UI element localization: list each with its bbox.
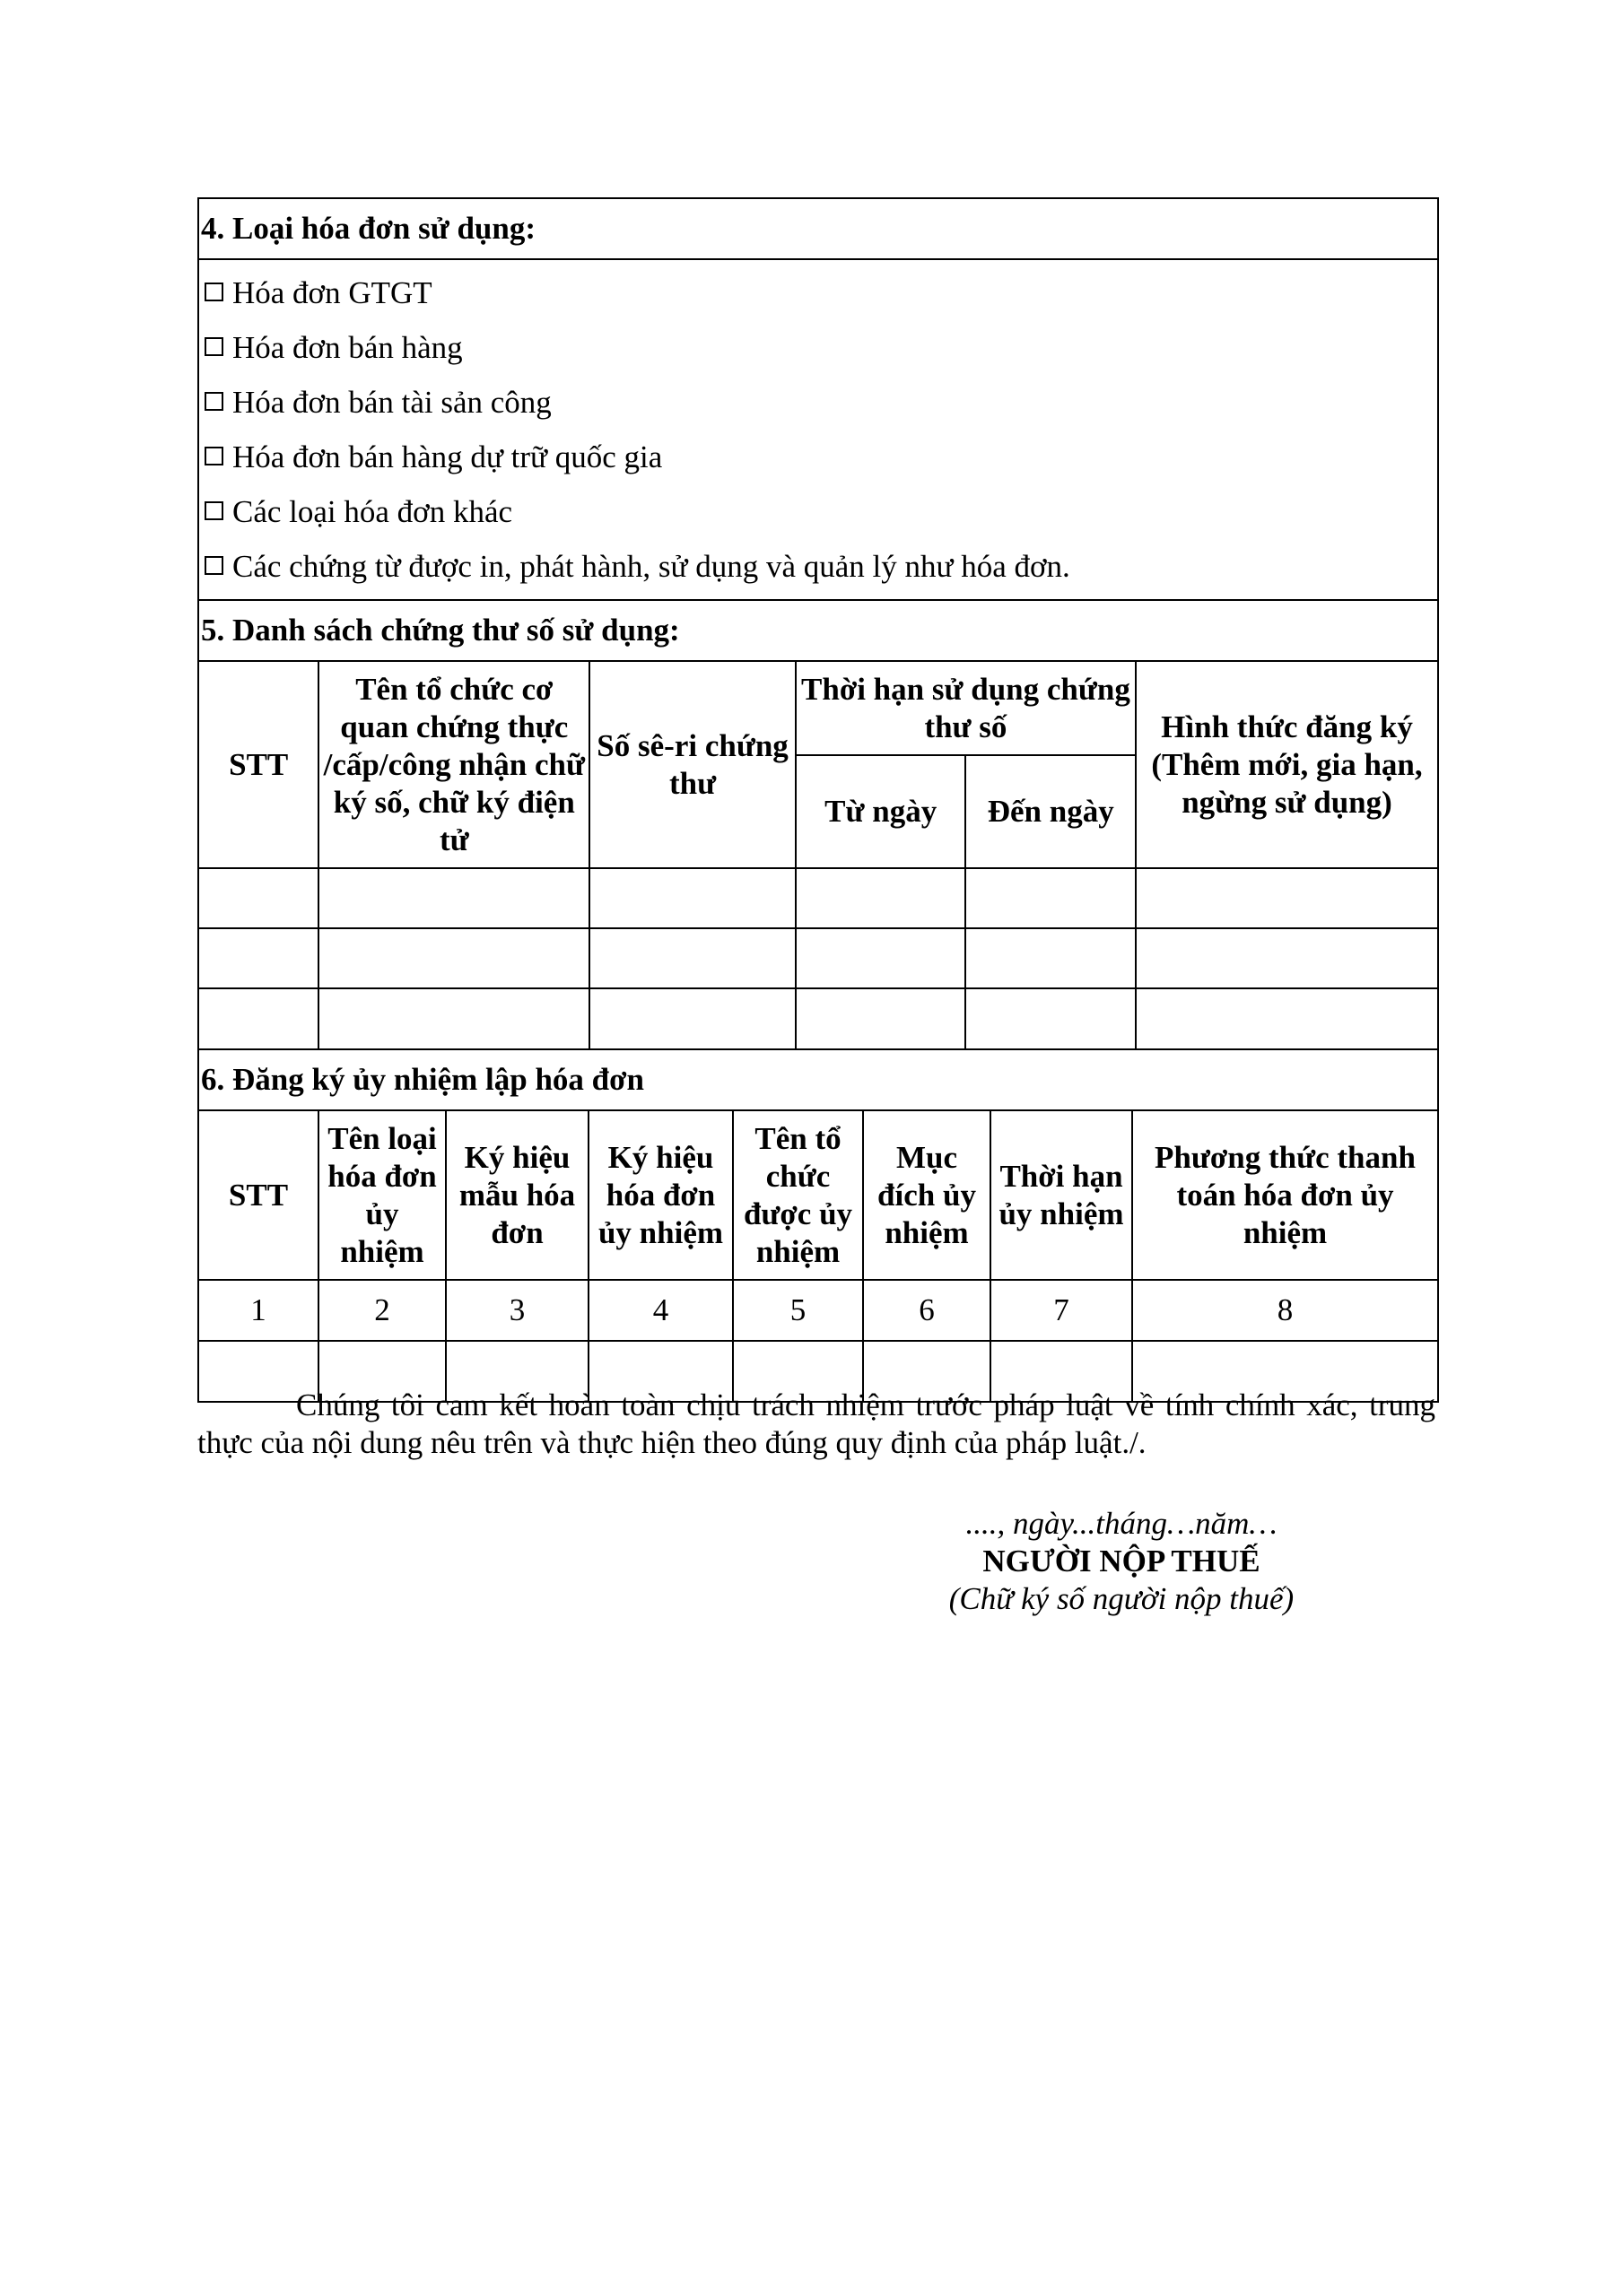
checkbox-icon[interactable] bbox=[205, 556, 223, 575]
table-cell[interactable] bbox=[1136, 868, 1437, 928]
table-cell[interactable] bbox=[796, 928, 966, 988]
option-label: Hóa đơn GTGT bbox=[232, 275, 432, 310]
table-cell[interactable] bbox=[199, 988, 318, 1048]
col-header-period: Thời hạn sử dụng chứng thư số bbox=[796, 662, 1136, 755]
table-cell[interactable] bbox=[1136, 988, 1437, 1048]
col-header-template-symbol: Ký hiệu mẫu hóa đơn bbox=[446, 1111, 589, 1280]
col-header-to: Đến ngày bbox=[965, 755, 1136, 868]
table-row bbox=[199, 1280, 1437, 1341]
table-cell[interactable] bbox=[589, 928, 796, 988]
col-header-payment-method: Phương thức thanh toán hóa đơn ủy nhiệm bbox=[1132, 1111, 1437, 1280]
table-row bbox=[199, 988, 1437, 1048]
table-cell[interactable] bbox=[318, 868, 589, 928]
col-header-form: Hình thức đăng ký (Thêm mới, gia hạn, ngừng sử dụng) bbox=[1136, 662, 1437, 868]
table-header-row bbox=[199, 662, 1437, 755]
signature-note: (Chữ ký số người nộp thuế) bbox=[948, 1581, 1295, 1616]
invoice-type-option[interactable] bbox=[199, 539, 1437, 594]
form-frame bbox=[197, 197, 1439, 1403]
col-header-invoice-symbol: Ký hiệu hóa đơn ủy nhiệm bbox=[589, 1111, 733, 1280]
table-cell[interactable] bbox=[1136, 928, 1437, 988]
table-cell[interactable] bbox=[965, 988, 1136, 1048]
column-number: 8 bbox=[1132, 1280, 1437, 1341]
checkbox-icon[interactable] bbox=[205, 337, 223, 356]
checkbox-icon[interactable] bbox=[205, 447, 223, 465]
invoice-type-option[interactable] bbox=[199, 484, 1437, 539]
invoice-type-option[interactable] bbox=[199, 375, 1437, 430]
signature-date-line: ...., ngày...tháng…năm… bbox=[965, 1506, 1278, 1541]
checkbox-icon[interactable] bbox=[205, 501, 223, 520]
column-number: 3 bbox=[446, 1280, 589, 1341]
col-header-org: Tên tổ chức cơ quan chứng thực /cấp/công nhận chữ ký số, chữ ký điện tử bbox=[318, 662, 589, 868]
section6-title: 6. Đăng ký ủy nhiệm lập hóa đơn bbox=[199, 1048, 1437, 1111]
option-label: Hóa đơn bán hàng bbox=[232, 330, 463, 365]
table-cell[interactable] bbox=[318, 988, 589, 1048]
option-label: Các loại hóa đơn khác bbox=[232, 494, 513, 529]
table-cell[interactable] bbox=[589, 988, 796, 1048]
table-cell[interactable] bbox=[796, 988, 966, 1048]
column-number: 4 bbox=[589, 1280, 733, 1341]
column-number: 2 bbox=[318, 1280, 446, 1341]
certificate-table bbox=[199, 662, 1437, 1048]
table-row bbox=[199, 928, 1437, 988]
col-header-from: Từ ngày bbox=[796, 755, 966, 868]
table-cell[interactable] bbox=[796, 868, 966, 928]
section5-title: 5. Danh sách chứng thư số sử dụng: bbox=[199, 601, 1437, 662]
table-header-row bbox=[199, 1111, 1437, 1280]
col-header-stt: STT bbox=[199, 1111, 318, 1280]
invoice-type-option[interactable] bbox=[199, 265, 1437, 320]
table-cell[interactable] bbox=[589, 868, 796, 928]
checkbox-icon[interactable] bbox=[205, 392, 223, 411]
option-label: Hóa đơn bán tài sản công bbox=[232, 385, 552, 420]
column-number: 1 bbox=[199, 1280, 318, 1341]
table-cell[interactable] bbox=[965, 928, 1136, 988]
invoice-type-option[interactable] bbox=[199, 430, 1437, 484]
option-label: Các chứng từ được in, phát hành, sử dụng và quản lý như hóa đơn. bbox=[232, 549, 1070, 584]
col-header-duration: Thời hạn ủy nhiệm bbox=[990, 1111, 1132, 1280]
pledge-paragraph bbox=[197, 1387, 1435, 1462]
col-header-stt: STT bbox=[199, 662, 318, 868]
column-number: 6 bbox=[863, 1280, 990, 1341]
col-header-invoice-type: Tên loại hóa đơn ủy nhiệm bbox=[318, 1111, 446, 1280]
table-cell[interactable] bbox=[318, 928, 589, 988]
pledge-text: Chúng tôi cam kết hoàn toàn chịu trách nhiệm trước pháp luật về tính chính xác, trung thực của nội dung nêu trên và thực hiện theo đúng quy định của pháp luật./. bbox=[197, 1387, 1435, 1460]
col-header-serial: Số sê-ri chứng thư bbox=[589, 662, 796, 868]
col-header-purpose: Mục đích ủy nhiệm bbox=[863, 1111, 990, 1280]
checkbox-icon[interactable] bbox=[205, 283, 223, 301]
section4-title: 4. Loại hóa đơn sử dụng: bbox=[199, 199, 1437, 260]
table-cell[interactable] bbox=[199, 928, 318, 988]
col-header-delegate-org: Tên tổ chức được ủy nhiệm bbox=[733, 1111, 863, 1280]
signature-role: NGƯỜI NỘP THUẾ bbox=[982, 1544, 1260, 1578]
invoice-type-list bbox=[199, 260, 1437, 601]
column-number: 7 bbox=[990, 1280, 1132, 1341]
table-row bbox=[199, 868, 1437, 928]
signature-block bbox=[924, 1505, 1319, 1618]
column-number: 5 bbox=[733, 1280, 863, 1341]
table-cell[interactable] bbox=[965, 868, 1136, 928]
table-cell[interactable] bbox=[199, 868, 318, 928]
invoice-type-option[interactable] bbox=[199, 320, 1437, 375]
option-label: Hóa đơn bán hàng dự trữ quốc gia bbox=[232, 439, 663, 474]
delegation-table bbox=[199, 1111, 1437, 1403]
